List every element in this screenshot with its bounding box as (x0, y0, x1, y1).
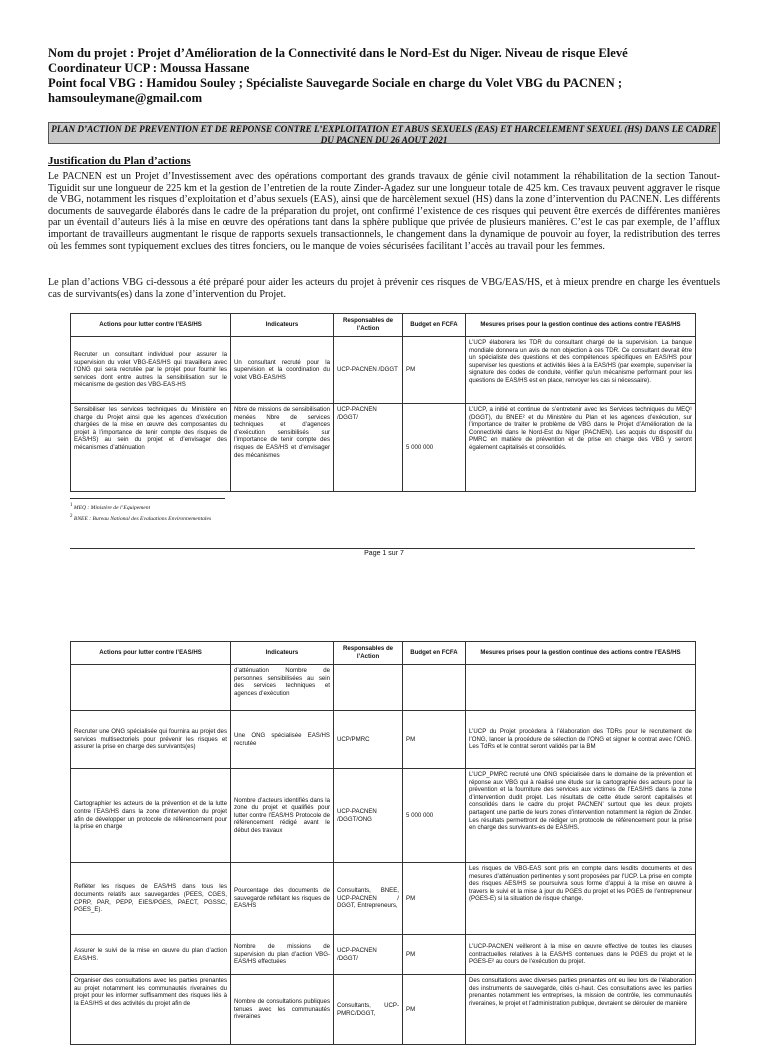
cell-responsable (334, 665, 403, 711)
justification-title: Justification du Plan d’actions (48, 155, 191, 167)
action-plan-table-page-1 (70, 313, 696, 492)
cell-mesure: L’UCP élaborera les TDR du consultant chargé de la supervision. La banque mondiale donnera un avis de non objection à ces TDR. Ce consultant devrait être un spécialiste des questions et des compétences spécifiques en EAS/HS pour superviser les questions et activités liées à la EAS/HS (par exemple, superviser la signature des codes de conduite, vérifier qu’un mécanisme performant pour les questions de EAS/HS est en place, renvoyer les cas si nécessaire). (466, 337, 696, 404)
cell-budget: PM (403, 711, 466, 769)
cell-budget (403, 665, 466, 711)
header-indicateurs: Indicateurs (231, 314, 334, 337)
cell-action: Recruter un consultant individuel pour assurer la supervision du volet VBG-EAS/HS qui travaillera avec l’ONG qui sera recrutée par le projet pour fournir les services dont entre autres la sensibilisation sur le mécanisme de gestion des VBG-EAS-HS (71, 337, 231, 404)
cell-indicateur: Nombre de consultations publiques tenues avec les communautés riveraines (231, 975, 334, 1045)
cell-indicateur: Nbre de missions de sensibilisation menées Nbre de services techniques et d’agences d’exécution sensibilisés sur l’importance de tenir compte des risques de EAS/HS et d’envisager des mécanismes (231, 404, 334, 492)
footnote-2-text: BNEE : Bureau National des Evaluations Environnementales (73, 515, 212, 522)
action-plan-table-page-2 (70, 641, 696, 1045)
cell-indicateur: Nombre d’acteurs identifiés dans la zone du projet et qualifiés pour lutter contre l’EAS/HS Protocole de référencement rédigé avant le début des travaux (231, 769, 334, 863)
header-budget: Budget en FCFA (403, 642, 466, 665)
header-indicateurs: Indicateurs (231, 642, 334, 665)
table-header-row (71, 314, 696, 337)
header-mesures: Mesures prises pour la gestion continue des actions contre l’EAS/HS (466, 314, 696, 337)
cell-mesure: L’UCP_PMRC recruté une ONG spécialisée dans le domaine de la prévention et réponse aux VBG qui à réalisé une étude sur la cartographie des acteurs pour la prévention et la fourniture des services aux victimes de l’EAS/HS dans la zone d’intervention dudit projet. Les résultats de cette étude seront capitalisés et consolidés dans le cadre du projet PACNEN’ surtout que les deux projets partagent une partie de leurs zones d’intervention notamment la région de Zinder. Les résultats permettront de rédiger un protocole de référencement pour la prise en charge des survivants-es de EAS/HS. (466, 769, 696, 863)
footnote-1-text: MEQ : Ministère de l’Equipement (73, 504, 151, 511)
header-mesures: Mesures prises pour la gestion continue des actions contre l’EAS/HS (466, 642, 696, 665)
cell-indicateur: Une ONG spécialisée EAS/HS recrutée (231, 711, 334, 769)
focal-point-email: hamsouleymane@gmail.com (48, 91, 203, 105)
cell-action (71, 665, 231, 711)
header-actions: Actions pour lutter contre l’EAS/HS (71, 314, 231, 337)
cell-responsable: UCP-PACNEN /DGGT (334, 337, 403, 404)
cell-responsable: UCP-PACNEN /DGGT/ (334, 404, 403, 492)
justification-paragraph-1: Le PACNEN est un Projet d’Investissement avec des opérations comportant des grands travaux de génie civil notamment la réhabilitation de la section Tanout-Tiguidit sur une longueur de 225 km et la gestion de l’entretien de la route Zinder-Agadez sur une longueur totale de 425 km. Ces travaux peuvent aggraver le risque de VBG, notamment les risques d’exploitation et d’abus sexuels (EAS), ainsi que de harcèlement sexuel (HS) dans la zone d’intervention du PACNEN. Les différents documents de sauvegarde élaborés dans le cadre de la préparation du projet, ont confirmé l’existence de ces risques qui peuvent être exercés de différentes manières par un éventail d’auteurs liés à la mise en œuvre des opérations tant dans la sphère publique que privée de plusieurs manières. C’est le cas par exemple, de l’afflux important de travailleurs augmentant le risque de rapports sexuels transactionnels, le changement dans la dynamique de pouvoir au foyer, la redistribution des terres où les femmes sont typiquement exclues des titres fonciers, ou le manque de voies sécurisées facilitant l’accès au travail pour les femmes. (48, 171, 720, 252)
cell-budget: 5 000 000 (403, 404, 466, 492)
footnote-2-number: 2 (70, 514, 73, 519)
cell-mesure: L’UCP du Projet procèdera à l’élaboration des TDRs pour le recrutement de l’ONG, lancer la procédure de sélection de l’ONG et signer le contrat avec l’ONG. Les TdRs et le contrat seront validés par la BM (466, 711, 696, 769)
project-name: Nom du projet : Projet d’Amélioration de la Connectivité dans le Nord-Est du Niger. Niveau de risque Elevé (48, 46, 628, 60)
table-row (71, 863, 696, 935)
cell-mesure: L’UCP-PACNEN veilleront à la mise en œuvre effective de toutes les clauses contractuelles relatives à la EAS/HS contenues dans le PGES du projet et le PGES-E² au cours de l’exécution du projet. (466, 935, 696, 975)
cell-responsable: UCP/PMRC (334, 711, 403, 769)
cell-indicateur: Un consultant recruté pour la supervision et la coordination du volet VBG-EAS/HS (231, 337, 334, 404)
cell-responsable: UCP-PACNEN /DGGT/ONG (334, 769, 403, 863)
cell-mesure: L’UCP, a initié et continue de s’entretenir avec les Services techniques du MEQ¹ (DGGT), du BNEE² et du Ministère du Plan et les agences d’exécution, sur l’importance de traiter le problème de VBG dans le Projet d’Amélioration de la Connectivité dans le Nord-Est du Niger (PACNEN). Les acquis du dispositif du PMRC en matière de prévention et de prise en charge des VBG y seront également capitalisés et consolidés. (466, 404, 696, 492)
cell-budget: PM (403, 975, 466, 1045)
page-footer-divider (70, 548, 695, 549)
plan-title-banner: PLAN D’ACTION DE PREVENTION ET DE REPONSE CONTRE L’EXPLOITATION ET ABUS SEXUELS (EAS) ET HARCELEMENT SEXUEL (HS) DANS LE CADRE DU PACNEN DU 26 AOUT 2021 (48, 122, 720, 144)
page-number: Page 1 sur 7 (364, 550, 404, 557)
cell-budget: PM (403, 935, 466, 975)
header-responsables: Responsables de l’Action (334, 642, 403, 665)
table-row (71, 404, 696, 492)
cell-action: Assurer le suivi de la mise en œuvre du plan d’action EAS/HS. (71, 935, 231, 975)
cell-action: Refléter les risques de EAS/HS dans tous les documents relatifs aux sauvegardes (PEES, CGES, CPRP, PAR, PEPP, EIES/PGES, PAECT, PGSSC, PGES_E). (71, 863, 231, 935)
footnote-1-number: 1 (70, 503, 73, 508)
footnote-1 (70, 503, 150, 511)
cell-responsable: UCP-PACNEN /DGGT/ (334, 935, 403, 975)
document-page-2 (0, 622, 768, 1024)
cell-responsable: Consultants, BNEE, UCP-PACNEN / DGGT, Entrepreneurs, (334, 863, 403, 935)
vbg-focal-point: Point focal VBG : Hamidou Souley ; Spécialiste Sauvegarde Sociale en charge du Volet VBG du PACNEN ; (48, 76, 623, 90)
table-row (71, 769, 696, 863)
ucp-coordinator: Coordinateur UCP : Moussa Hassane (48, 61, 250, 75)
cell-action: Cartographier les acteurs de la prévention et de la lutte contre l’EAS/HS dans la zone d’intervention du projet afin de développer un protocole de référencement pour la prise en charge (71, 769, 231, 863)
cell-mesure: Les risques de VBG-EAS sont pris en compte dans lesdits documents et des mesures d’atténuation pertinentes y sont proposées par l’UCP. La prise en compte des risques AES/HS se poursuivra sous forme d’appui à la mise en œuvre à travers le suivi et la mise à jour du PGES du projet et les PGES de l’entrepreneur (PGES-E) si la situation de risque change. (466, 863, 696, 935)
cell-budget: 5 000 000 (403, 769, 466, 863)
table-row (71, 935, 696, 975)
table-header-row (71, 642, 696, 665)
cell-action: Recruter une ONG spécialisée qui fournira au projet des services multisectoriels pour prévenir les risques et assurer la prise en charge des survivants(es) (71, 711, 231, 769)
table-row (71, 975, 696, 1045)
justification-paragraph-2: Le plan d’actions VBG ci-dessous a été préparé pour aider les acteurs du projet à prévenir ces risques de VBG/EAS/HS, et à mieux prendre en charge les éventuels cas de survivants(es) dans la zone d’intervention du Projet. (48, 277, 720, 300)
table-row (71, 711, 696, 769)
cell-mesure (466, 665, 696, 711)
footnote-divider (70, 498, 225, 499)
project-header (48, 46, 720, 106)
cell-budget: PM (403, 337, 466, 404)
cell-budget: PM (403, 863, 466, 935)
cell-indicateur: d’atténuation Nombre de personnes sensibilisées au sein des services techniques et agences d’exécution (231, 665, 334, 711)
page-gap (0, 570, 768, 622)
header-responsables: Responsables de l’Action (334, 314, 403, 337)
header-actions: Actions pour lutter contre l’EAS/HS (71, 642, 231, 665)
cell-indicateur: Nombre de missions de supervision du plan d’action VBG-EAS/HS effectuées (231, 935, 334, 975)
cell-mesure: Des consultations avec diverses parties prenantes ont eu lieu lors de l’élaboration des instruments de sauvegarde, cités ci-haut. Ces consultations avec les parties prenantes notamment les entreprises, la mission de contrôle, les communautés riveraines, le projet et l’administration publique, devraient se dérouler de manière (466, 975, 696, 1045)
cell-indicateur: Pourcentage des documents de sauvegarde reflétant les risques de EAS/HS (231, 863, 334, 935)
cell-action: Organiser des consultations avec les parties prenantes au projet notamment les communautés riveraines du projet pour les informer suffisamment des risques liés à la EAS/HS et des activités du projet afin de (71, 975, 231, 1045)
cell-action: Sensibiliser les services techniques du Ministère en charge du Projet ainsi que les agences d’exécution chargées de la mise en œuvre des composantes du projet à l’importance de tenir compte des risques de EAS/HS) au sein du projet et d’envisager des mécanismes d’atténuation (71, 404, 231, 492)
table-row (71, 665, 696, 711)
footnote-2 (70, 514, 211, 522)
header-budget: Budget en FCFA (403, 314, 466, 337)
cell-responsable: Consultants, UCP-PMRC/DGGT, (334, 975, 403, 1045)
table-row (71, 337, 696, 404)
